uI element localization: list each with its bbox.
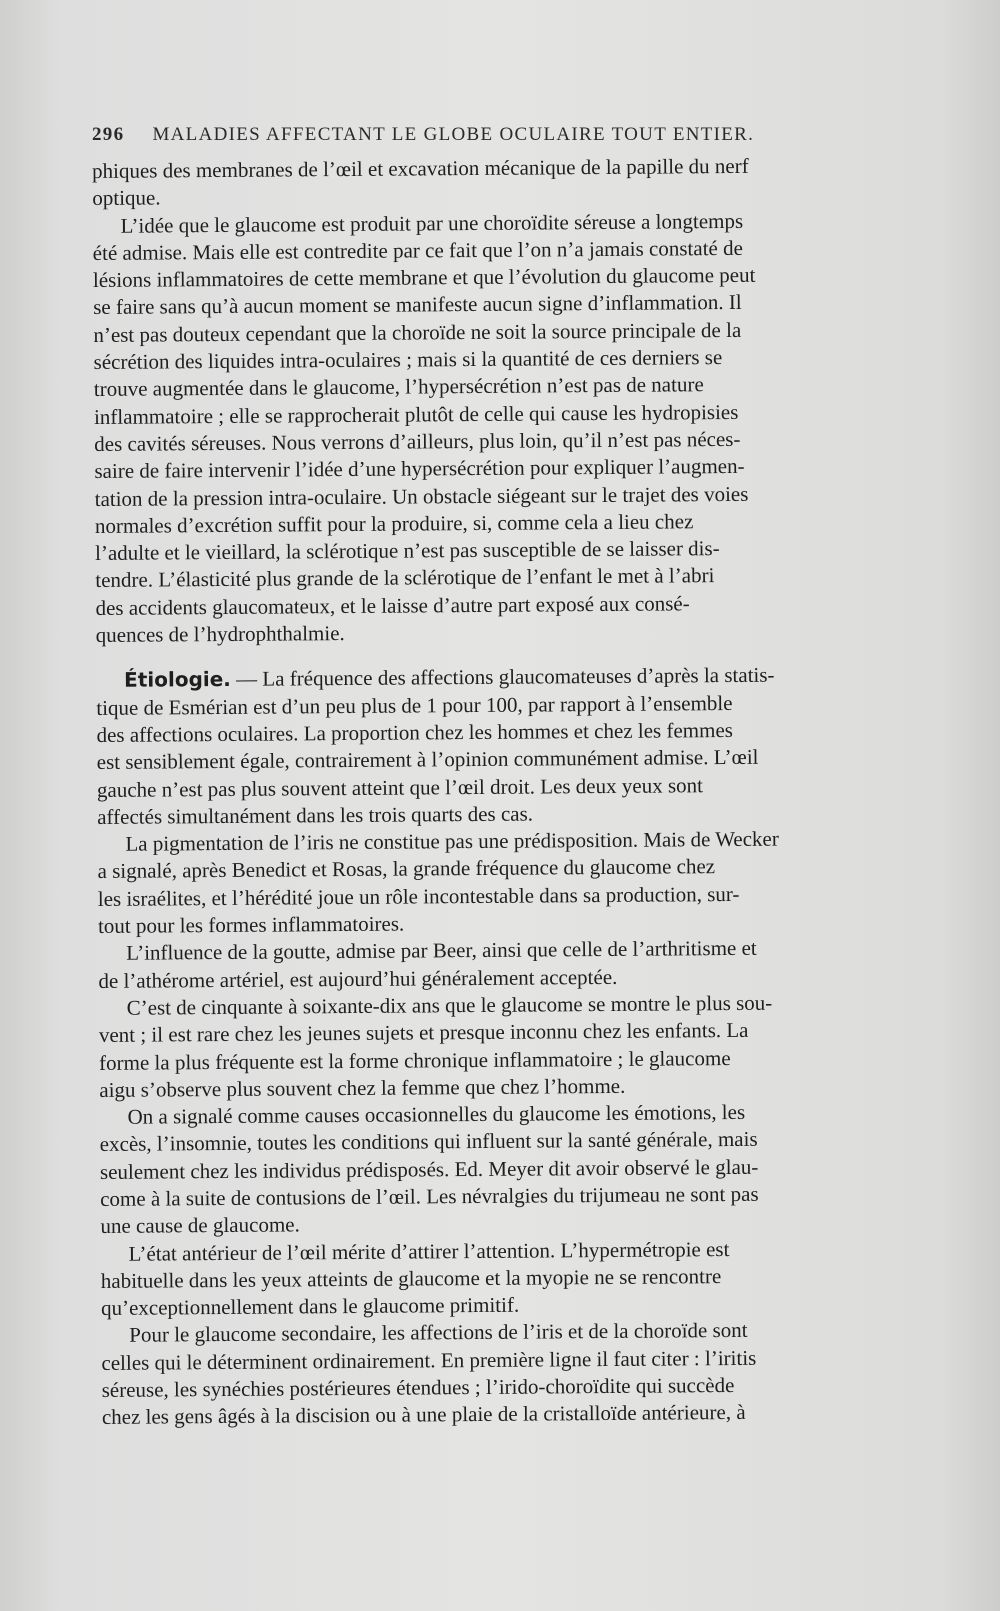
text-line: tendre. L’élasticité plus grande de la sclérotique de l’enfant le met à l’abri — [95, 563, 715, 593]
text-line: chez les gens âgés à la discision ou à une plaie de la cristalloïde antérieure, à — [101, 1400, 746, 1430]
text-line: phiques des membranes de l’œil et excavation mécanique de la papille du nerf — [92, 153, 749, 183]
text-line: est sensiblement égale, contrairement à l’opinion communément admise. L’œil — [96, 745, 759, 775]
text-line: qu’exceptionnellement dans le glaucome primitif. — [100, 1292, 520, 1321]
text-line: vent ; il est rare chez les jeunes sujets et presque inconnu chez les enfants. La — [98, 1018, 749, 1048]
text-line: optique. — [92, 185, 161, 211]
text-line: celles qui le déterminent ordinairement. En première ligne il faut citer : l’iritis — [101, 1345, 757, 1375]
text-line: l’adulte et le vieillard, la sclérotique n’est pas susceptible de se laisser dis- — [95, 536, 720, 566]
text-line: Étiologie. — La fréquence des affections glaucomateuses d’après la statis- — [124, 662, 775, 693]
text-line: Pour le glaucome secondaire, les affections de l’iris et de la choroïde sont — [129, 1318, 748, 1348]
text-line: aigu s’observe plus souvent chez la femme que chez l’homme. — [99, 1073, 626, 1102]
text-line: lésions inflammatoires de cette membrane et que l’évolution du glaucome peut — [92, 262, 756, 293]
text-line: come à la suite de contusions de l’œil. Les névralgies du trijumeau ne sont pas — [100, 1181, 759, 1211]
text-line: quences de l’hydrophthalmie. — [95, 621, 345, 648]
page-number: 296 — [92, 124, 125, 145]
text-line: habituelle dans les yeux atteints de glaucome et la myopie ne se rencontre — [100, 1263, 722, 1293]
text-line: excès, l’insomnie, toutes les conditions qui influent sur la santé générale, mais — [99, 1127, 758, 1157]
text-line: On a signalé comme causes occasionnelles du glaucome les émotions, les — [127, 1099, 746, 1129]
text-line: L’état antérieur de l’œil mérite d’attirer l’attention. L’hypermétropie est — [128, 1236, 730, 1266]
section-heading: Étiologie. — [124, 667, 231, 693]
text-line: tout pour les formes inflammatoires. — [97, 911, 405, 938]
text-line: tique de Esmérian est d’un peu plus de 1 pour 100, par rapport à l’ensemble — [96, 690, 733, 720]
text-line: trouve augmentée dans le glaucome, l’hypersécrétion n’est pas de nature — [93, 372, 704, 402]
text-line: les israélites, et l’hérédité joue un rôle incontestable dans sa production, sur- — [97, 881, 740, 911]
text-line: affectés simultanément dans les trois quarts des cas. — [97, 801, 534, 829]
text-line: La pigmentation de l’iris ne constitue pas une prédisposition. Mais de Wecker — [125, 826, 779, 856]
text-line: inflammatoire ; elle se rapprocherait plutôt de celle qui cause les hydropisies — [93, 399, 739, 429]
text-line: L’idée que le glaucome est produit par une choroïdite séreuse a longtemps — [120, 208, 744, 238]
text-line: des affections oculaires. La proportion chez les hommes et chez les femmes — [96, 717, 733, 747]
text-line: a signalé, après Benedict et Rosas, la grande fréquence du glaucome chez — [97, 854, 716, 884]
text-line: forme la plus fréquente est la forme chronique inflammatoire ; le glaucome — [99, 1045, 731, 1075]
text-line: n’est pas douteux cependant que la choroïde ne soit la source principale de la — [93, 317, 742, 347]
text-line: une cause de glaucome. — [100, 1212, 300, 1239]
text-line: C’est de cinquante à soixante-dix ans que le glaucome se montre le plus sou- — [126, 990, 773, 1020]
text-line: de l’athérome artériel, est aujourd’hui généralement acceptée. — [98, 964, 618, 993]
running-title: MALADIES AFFECTANT LE GLOBE OCULAIRE TOUT ENTIER. — [152, 124, 755, 145]
section-pathogenesis — [92, 151, 956, 649]
text-line: des cavités séreuses. Nous verrons d’ailleurs, plus loin, qu’il n’est pas néces- — [94, 426, 741, 456]
body-text — [92, 151, 962, 1431]
text-line: sécrétion des liquides intra-oculaires ; mais si la quantité de ces derniers se — [93, 345, 723, 375]
text-line: seulement chez les individus prédisposés. Ed. Meyer dit avoir observé le glau- — [99, 1154, 759, 1184]
text-line: séreuse, les synéchies postérieures étendues ; l’irido-choroïdite qui succède — [101, 1373, 735, 1403]
text-line: saire de faire intervenir l’idée d’une hypersécrétion pour expliquer l’augmen- — [94, 454, 745, 484]
text-line: des accidents glaucomateux, et le laisse d’autre part exposé aux consé- — [95, 591, 690, 620]
text-line: été admise. Mais elle est contredite par ce fait que l’on n’a jamais constaté de — [92, 235, 743, 265]
text-line: gauche n’est pas plus souvent atteint que l’œil droit. Les deux yeux sont — [96, 772, 704, 802]
text-line: tation de la pression intra-oculaire. Un obstacle siégeant sur le trajet des voies — [94, 481, 749, 511]
running-header — [92, 124, 892, 154]
section-etiology — [96, 661, 962, 1432]
text-line: L’influence de la goutte, admise par Beer, ainsi que celle de l’arthritisme et — [126, 936, 757, 966]
text-line: se faire sans qu’à aucun moment se manifeste aucun signe d’inflammation. Il — [93, 290, 742, 320]
text-line: normales d’excrétion suffit pour la produire, si, comme cela a lieu chez — [94, 509, 694, 538]
